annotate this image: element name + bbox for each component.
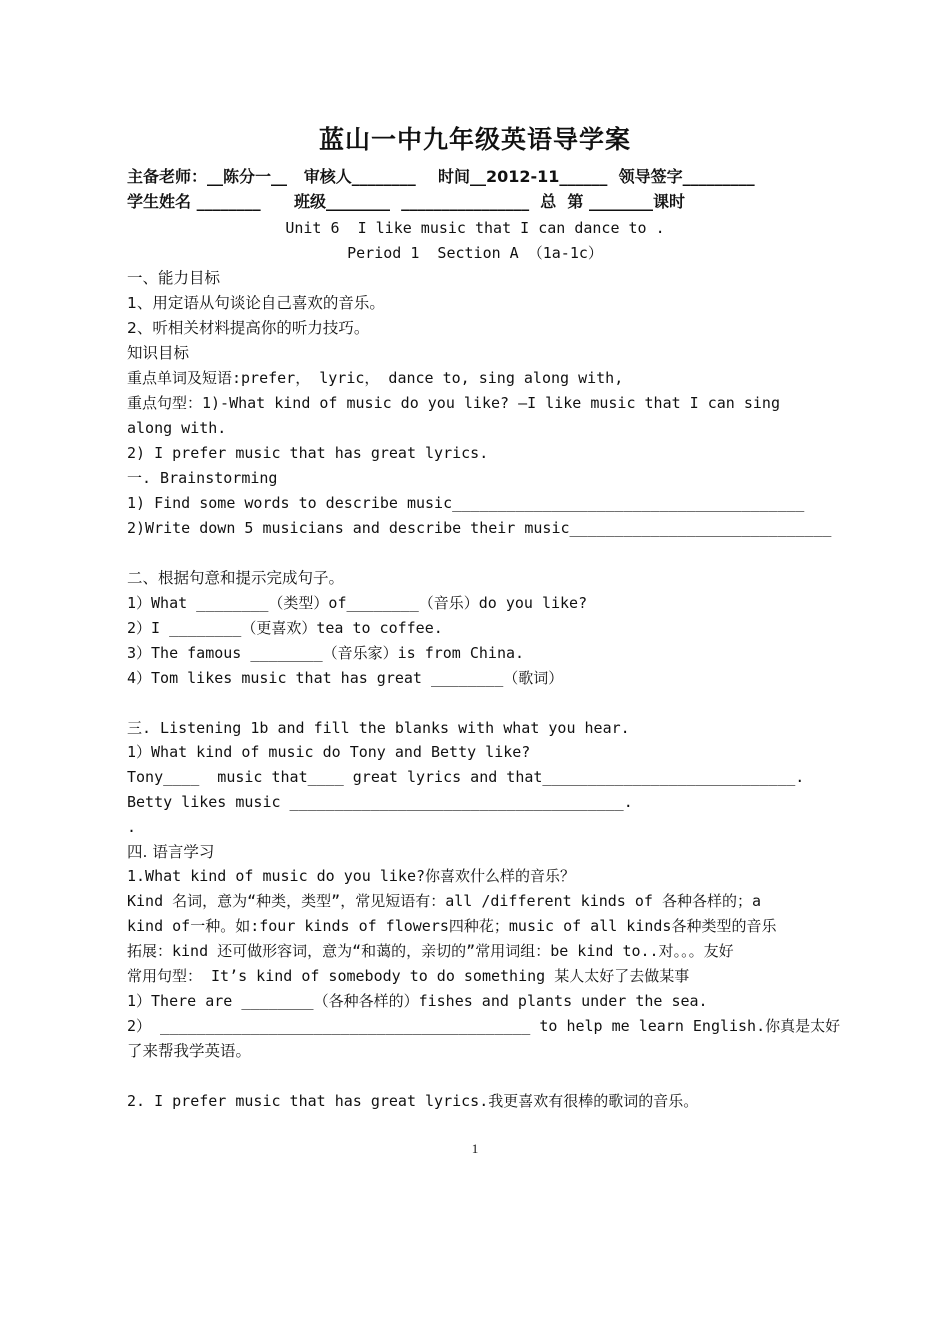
brainstorming-heading: 一. Brainstorming — [127, 469, 278, 487]
listening-answer: Betty likes music _____________________________________. — [127, 793, 633, 811]
stray-dot: . — [127, 818, 137, 836]
unit-title: Unit 6 I like music that I can dance to . — [285, 219, 665, 237]
document-title: 蓝山一中九年级英语导学案 — [318, 125, 631, 154]
listening-question: 1）What kind of music do Tony and Betty like? — [127, 743, 531, 761]
header-line-teachers: 主备老师：__陈分一__ 审核人________ 时间__2012-11______ 领导签字_________ — [127, 167, 755, 186]
key-sentence-line: 2) I prefer music that has great lyrics. — [127, 444, 489, 462]
section-ability-heading: 一、能力目标 — [127, 269, 221, 287]
language-point: 2. I prefer music that has great lyrics.我更喜欢有很棒的歌词的音乐。 — [127, 1092, 699, 1110]
goal-line: 1、用定语从句谈论自己喜欢的音乐。 — [127, 294, 385, 312]
goal-line: 2、听相关材料提高你的听力技巧。 — [127, 319, 370, 337]
language-point: 拓展：kind 还可做形容词，意为“和蔼的，亲切的”常用词组：be kind to..对。。。友好 — [127, 942, 734, 960]
practice-item: 1）There are ________（各种各样的）fishes and plants under the sea. — [127, 992, 708, 1010]
section-four-heading: 四. 语言学习 — [127, 843, 215, 861]
exercise-item: 3）The famous ________（音乐家）is from China. — [127, 644, 525, 662]
listening-answer: Tony____ music that____ great lyrics and that____________________________. — [127, 768, 805, 786]
practice-item: 2） _________________________________________ to help me learn English.你真是太好 — [127, 1017, 841, 1035]
exercise-item: 2）I ________（更喜欢）tea to coffee. — [127, 619, 443, 637]
page-number: 1 — [471, 1141, 479, 1156]
language-point: Kind 名词，意为“种类，类型”，常见短语有：all /different kinds of 各种各样的；a — [127, 892, 761, 910]
exercise-item: 4）Tom likes music that has great ________（歌词） — [127, 669, 564, 687]
brainstorming-item: 1) Find some words to describe music_______________________________________ — [127, 494, 805, 512]
key-sentence-line: 重点句型：1)-What kind of music do you like? –I like music that I can sing — [127, 394, 780, 412]
section-three-heading: 三. Listening 1b and fill the blanks with what you hear. — [127, 719, 630, 737]
language-point: 1.What kind of music do you like?你喜欢什么样的音乐？ — [127, 867, 576, 885]
exercise-item: 1）What ________（类型）of________（音乐）do you like? — [127, 594, 588, 612]
key-words-line: 重点单词及短语:prefer， lyric， dance to, sing along with, — [127, 369, 624, 387]
section-two-heading: 二、根据句意和提示完成句子。 — [127, 569, 345, 587]
language-point: kind of一种。如:four kinds of flowers四种花；music of all kinds各种类型的音乐 — [127, 917, 777, 935]
practice-item: 了来帮我学英语。 — [127, 1042, 252, 1060]
header-line-student: 学生姓名 ________ 班级________ ________________ 总 第 ________课时 — [127, 192, 685, 211]
period-title: Period 1 Section A （1a-1c） — [347, 244, 603, 262]
knowledge-heading: 知识目标 — [127, 344, 190, 362]
key-sentence-line: along with. — [127, 419, 227, 437]
brainstorming-item: 2)Write down 5 musicians and describe their music_____________________________ — [127, 519, 832, 537]
language-point: 常用句型： It’s kind of somebody to do something 某人太好了去做某事 — [127, 967, 690, 985]
